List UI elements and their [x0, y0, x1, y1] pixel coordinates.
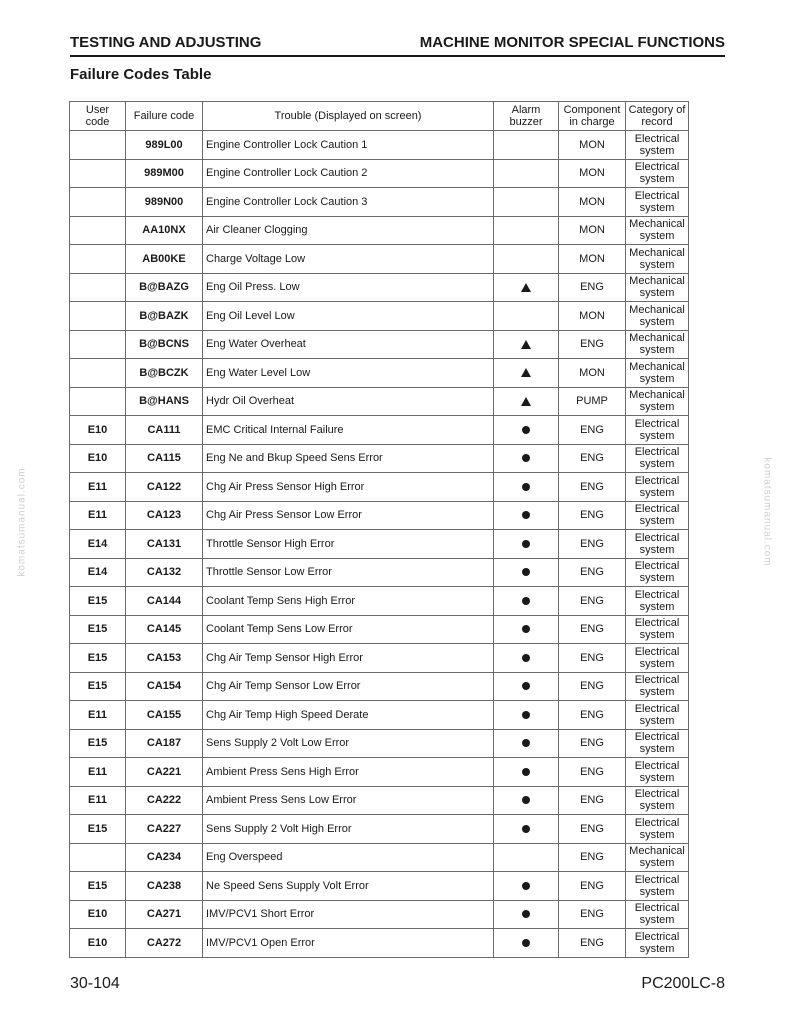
cell-category [626, 530, 689, 559]
category-line: Mechanical [629, 332, 685, 345]
cell-trouble: Eng Ne and Bkup Speed Sens Error [203, 444, 494, 473]
cell-alarm-buzzer [494, 245, 559, 274]
table-row [70, 872, 689, 901]
cell-category [626, 188, 689, 217]
cell-trouble: Throttle Sensor Low Error [203, 558, 494, 587]
cell-failure-code: CA153 [126, 644, 203, 673]
cell-component: ENG [559, 530, 626, 559]
category-line: system [639, 486, 675, 499]
cell-component: ENG [559, 786, 626, 815]
cell-component: MON [559, 216, 626, 245]
cell-category [626, 843, 689, 872]
table-row [70, 159, 689, 188]
cell-category [626, 444, 689, 473]
category-line: Electrical [634, 132, 680, 145]
category-line: Electrical [634, 731, 680, 744]
cell-user-code [70, 302, 126, 331]
cell-failure-code: CA122 [126, 473, 203, 502]
cell-category [626, 131, 689, 160]
cell-alarm-buzzer [494, 644, 559, 673]
category-line: Electrical [634, 645, 680, 658]
watermark-left: komatsumanual.com [16, 467, 28, 577]
filled-circle-icon [522, 454, 530, 462]
category-line: system [639, 629, 675, 642]
cell-alarm-buzzer [494, 359, 559, 388]
category-line: system [639, 714, 675, 727]
cell-component: ENG [559, 872, 626, 901]
cell-failure-code: CA234 [126, 843, 203, 872]
cell-component: MON [559, 302, 626, 331]
cell-failure-code: CA123 [126, 501, 203, 530]
cell-trouble: Air Cleaner Clogging [203, 216, 494, 245]
cell-failure-code: 989M00 [126, 159, 203, 188]
cell-category [626, 473, 689, 502]
cell-component: MON [559, 245, 626, 274]
cell-alarm-buzzer [494, 302, 559, 331]
category-line: Electrical [634, 474, 680, 487]
cell-trouble: Charge Voltage Low [203, 245, 494, 274]
cell-failure-code: B@BCNS [126, 330, 203, 359]
cell-user-code: E11 [70, 758, 126, 787]
category-line: Mechanical [629, 360, 685, 373]
table-row [70, 330, 689, 359]
category-line: Electrical [634, 446, 680, 459]
cell-alarm-buzzer [494, 444, 559, 473]
table-row [70, 644, 689, 673]
category-line: Electrical [634, 617, 680, 630]
section-title: Failure Codes Table [70, 66, 212, 83]
col-header-user-code: User code [70, 102, 126, 131]
category-line: system [639, 771, 675, 784]
cell-user-code: E15 [70, 672, 126, 701]
cell-failure-code: CA144 [126, 587, 203, 616]
cell-category [626, 159, 689, 188]
cell-trouble: IMV/PCV1 Short Error [203, 900, 494, 929]
cell-user-code [70, 359, 126, 388]
table-row [70, 444, 689, 473]
cell-user-code: E15 [70, 729, 126, 758]
cell-trouble: Eng Water Overheat [203, 330, 494, 359]
cell-trouble: EMC Critical Internal Failure [203, 416, 494, 445]
category-line: system [639, 543, 675, 556]
cell-user-code: E11 [70, 473, 126, 502]
category-line: Electrical [634, 788, 680, 801]
cell-alarm-buzzer [494, 843, 559, 872]
table-row [70, 501, 689, 530]
model-name: PC200LC-8 [641, 975, 725, 992]
cell-trouble: Chg Air Temp High Speed Derate [203, 701, 494, 730]
filled-circle-icon [522, 597, 530, 605]
cell-component: ENG [559, 587, 626, 616]
cell-trouble: Chg Air Temp Sensor Low Error [203, 672, 494, 701]
table-row [70, 245, 689, 274]
cell-failure-code: B@BAZG [126, 273, 203, 302]
table-row [70, 843, 689, 872]
cell-alarm-buzzer [494, 216, 559, 245]
category-line: Electrical [634, 560, 680, 573]
col-header-failure-code: Failure code [126, 102, 203, 131]
cell-category [626, 758, 689, 787]
table-row [70, 615, 689, 644]
cell-failure-code: CA227 [126, 815, 203, 844]
table-row [70, 131, 689, 160]
cell-trouble: Hydr Oil Overheat [203, 387, 494, 416]
category-line: system [639, 315, 675, 328]
category-line: Electrical [634, 588, 680, 601]
cell-trouble: Ne Speed Sens Supply Volt Error [203, 872, 494, 901]
cell-category [626, 587, 689, 616]
category-line: Electrical [634, 161, 680, 174]
cell-failure-code: B@BCZK [126, 359, 203, 388]
cell-category [626, 302, 689, 331]
cell-user-code [70, 216, 126, 245]
table-row [70, 786, 689, 815]
table-row [70, 672, 689, 701]
cell-category [626, 615, 689, 644]
cell-trouble: IMV/PCV1 Open Error [203, 929, 494, 958]
cell-trouble: Eng Water Level Low [203, 359, 494, 388]
cell-component: ENG [559, 330, 626, 359]
cell-user-code: E15 [70, 587, 126, 616]
cell-alarm-buzzer [494, 501, 559, 530]
cell-trouble: Throttle Sensor High Error [203, 530, 494, 559]
category-line: system [639, 201, 675, 214]
cell-failure-code: CA238 [126, 872, 203, 901]
cell-failure-code: CA131 [126, 530, 203, 559]
cell-trouble: Ambient Press Sens Low Error [203, 786, 494, 815]
cell-user-code [70, 330, 126, 359]
cell-component: ENG [559, 473, 626, 502]
cell-alarm-buzzer [494, 387, 559, 416]
cell-user-code [70, 843, 126, 872]
category-line: Electrical [634, 930, 680, 943]
cell-category [626, 644, 689, 673]
table-row [70, 758, 689, 787]
cell-component: ENG [559, 416, 626, 445]
cell-user-code [70, 131, 126, 160]
cell-alarm-buzzer [494, 872, 559, 901]
cell-alarm-buzzer [494, 273, 559, 302]
filled-circle-icon [522, 882, 530, 890]
cell-user-code: E15 [70, 815, 126, 844]
category-line: system [639, 743, 675, 756]
cell-failure-code: CA111 [126, 416, 203, 445]
filled-circle-icon [522, 711, 530, 719]
cell-failure-code: CA222 [126, 786, 203, 815]
cell-trouble: Engine Controller Lock Caution 1 [203, 131, 494, 160]
col-header-trouble: Trouble (Displayed on screen) [203, 102, 494, 131]
table-row [70, 929, 689, 958]
cell-component: MON [559, 131, 626, 160]
table-row [70, 587, 689, 616]
cell-category [626, 929, 689, 958]
cell-user-code: E14 [70, 558, 126, 587]
filled-circle-icon [522, 739, 530, 747]
cell-trouble: Eng Oil Level Low [203, 302, 494, 331]
category-line: Electrical [634, 674, 680, 687]
category-line: Electrical [634, 702, 680, 715]
cell-component: ENG [559, 758, 626, 787]
category-line: system [639, 657, 675, 670]
category-line: system [639, 344, 675, 357]
cell-component: ENG [559, 843, 626, 872]
category-line: Electrical [634, 503, 680, 516]
cell-alarm-buzzer [494, 473, 559, 502]
category-line: system [639, 857, 675, 870]
category-line: system [639, 800, 675, 813]
cell-trouble: Chg Air Press Sensor Low Error [203, 501, 494, 530]
filled-circle-icon [522, 654, 530, 662]
cell-alarm-buzzer [494, 615, 559, 644]
filled-circle-icon [522, 768, 530, 776]
cell-component: ENG [559, 701, 626, 730]
table-row [70, 416, 689, 445]
filled-circle-icon [522, 426, 530, 434]
category-line: Electrical [634, 873, 680, 886]
page-number: 30-104 [70, 975, 120, 992]
cell-failure-code: CA272 [126, 929, 203, 958]
cell-category [626, 501, 689, 530]
cell-user-code [70, 245, 126, 274]
table-row [70, 815, 689, 844]
category-line: system [639, 287, 675, 300]
cell-trouble: Engine Controller Lock Caution 3 [203, 188, 494, 217]
filled-circle-icon [522, 568, 530, 576]
category-line: system [639, 942, 675, 955]
cell-category [626, 786, 689, 815]
category-line: Mechanical [629, 303, 685, 316]
table-row [70, 701, 689, 730]
cell-user-code: E10 [70, 929, 126, 958]
cell-user-code: E14 [70, 530, 126, 559]
cell-category [626, 273, 689, 302]
cell-alarm-buzzer [494, 159, 559, 188]
cell-component: ENG [559, 615, 626, 644]
category-line: system [639, 515, 675, 528]
table-row [70, 273, 689, 302]
cell-failure-code: CA154 [126, 672, 203, 701]
cell-failure-code: B@HANS [126, 387, 203, 416]
cell-component: ENG [559, 929, 626, 958]
cell-component: ENG [559, 729, 626, 758]
table-row [70, 900, 689, 929]
cell-trouble: Sens Supply 2 Volt High Error [203, 815, 494, 844]
category-line: system [639, 458, 675, 471]
cell-component: ENG [559, 815, 626, 844]
page-header [70, 33, 725, 57]
category-line: system [639, 372, 675, 385]
table-row [70, 216, 689, 245]
cell-alarm-buzzer [494, 701, 559, 730]
cell-component: ENG [559, 900, 626, 929]
cell-alarm-buzzer [494, 729, 559, 758]
category-line: system [639, 828, 675, 841]
cell-failure-code: CA221 [126, 758, 203, 787]
col-header-alarm-buzzer: Alarm buzzer [494, 102, 559, 131]
table-header-row [70, 102, 689, 131]
table-row [70, 188, 689, 217]
cell-failure-code: CA187 [126, 729, 203, 758]
table-row [70, 729, 689, 758]
cell-alarm-buzzer [494, 131, 559, 160]
cell-alarm-buzzer [494, 786, 559, 815]
header-chapter-title: MACHINE MONITOR SPECIAL FUNCTIONS [419, 34, 725, 51]
cell-component: ENG [559, 672, 626, 701]
cell-category [626, 416, 689, 445]
cell-category [626, 558, 689, 587]
cell-failure-code: B@BAZK [126, 302, 203, 331]
cell-trouble: Chg Air Temp Sensor High Error [203, 644, 494, 673]
cell-alarm-buzzer [494, 758, 559, 787]
filled-circle-icon [522, 825, 530, 833]
category-line: Mechanical [629, 246, 685, 259]
cell-trouble: Eng Oil Press. Low [203, 273, 494, 302]
category-line: system [639, 600, 675, 613]
cell-alarm-buzzer [494, 530, 559, 559]
cell-user-code: E15 [70, 872, 126, 901]
cell-failure-code: CA155 [126, 701, 203, 730]
col-header-component: Component in charge [559, 102, 626, 131]
cell-failure-code: CA115 [126, 444, 203, 473]
cell-user-code [70, 273, 126, 302]
cell-alarm-buzzer [494, 815, 559, 844]
cell-category [626, 216, 689, 245]
category-line: system [639, 144, 675, 157]
cell-component: PUMP [559, 387, 626, 416]
cell-trouble: Coolant Temp Sens High Error [203, 587, 494, 616]
cell-alarm-buzzer [494, 558, 559, 587]
filled-triangle-icon [521, 340, 531, 349]
cell-trouble: Eng Overspeed [203, 843, 494, 872]
cell-user-code: E11 [70, 786, 126, 815]
cell-category [626, 330, 689, 359]
filled-circle-icon [522, 796, 530, 804]
cell-user-code: E10 [70, 444, 126, 473]
cell-user-code [70, 159, 126, 188]
filled-circle-icon [522, 682, 530, 690]
cell-category [626, 359, 689, 388]
category-line: Mechanical [629, 218, 685, 231]
cell-failure-code: CA271 [126, 900, 203, 929]
table-row [70, 387, 689, 416]
cell-user-code: E11 [70, 701, 126, 730]
cell-category [626, 387, 689, 416]
cell-failure-code: CA145 [126, 615, 203, 644]
category-line: system [639, 686, 675, 699]
cell-user-code [70, 387, 126, 416]
table-row [70, 558, 689, 587]
cell-component: ENG [559, 273, 626, 302]
category-line: Mechanical [629, 389, 685, 402]
category-line: system [639, 429, 675, 442]
category-line: system [639, 258, 675, 271]
cell-category [626, 900, 689, 929]
cell-user-code: E15 [70, 644, 126, 673]
table-row [70, 359, 689, 388]
cell-trouble: Ambient Press Sens High Error [203, 758, 494, 787]
cell-trouble: Sens Supply 2 Volt Low Error [203, 729, 494, 758]
cell-component: ENG [559, 558, 626, 587]
cell-category [626, 245, 689, 274]
filled-circle-icon [522, 540, 530, 548]
filled-circle-icon [522, 939, 530, 947]
category-line: Mechanical [629, 845, 685, 858]
filled-triangle-icon [521, 368, 531, 377]
category-line: Electrical [634, 759, 680, 772]
cell-component: MON [559, 188, 626, 217]
cell-alarm-buzzer [494, 587, 559, 616]
cell-category [626, 672, 689, 701]
filled-circle-icon [522, 511, 530, 519]
cell-component: MON [559, 159, 626, 188]
col-header-category: Category of record [626, 102, 689, 131]
cell-alarm-buzzer [494, 929, 559, 958]
table-row [70, 302, 689, 331]
header-section-title: TESTING AND ADJUSTING [70, 34, 262, 51]
cell-user-code [70, 188, 126, 217]
cell-trouble: Engine Controller Lock Caution 2 [203, 159, 494, 188]
filled-triangle-icon [521, 397, 531, 406]
filled-circle-icon [522, 483, 530, 491]
cell-component: ENG [559, 444, 626, 473]
cell-trouble: Chg Air Press Sensor High Error [203, 473, 494, 502]
category-line: Electrical [634, 902, 680, 915]
cell-category [626, 815, 689, 844]
cell-category [626, 701, 689, 730]
cell-user-code: E11 [70, 501, 126, 530]
category-line: system [639, 572, 675, 585]
cell-alarm-buzzer [494, 188, 559, 217]
category-line: system [639, 914, 675, 927]
cell-alarm-buzzer [494, 672, 559, 701]
table-row [70, 530, 689, 559]
category-line: Electrical [634, 531, 680, 544]
category-line: system [639, 173, 675, 186]
cell-user-code: E10 [70, 416, 126, 445]
cell-failure-code: CA132 [126, 558, 203, 587]
cell-category [626, 729, 689, 758]
cell-alarm-buzzer [494, 330, 559, 359]
category-line: system [639, 885, 675, 898]
filled-circle-icon [522, 625, 530, 633]
filled-triangle-icon [521, 283, 531, 292]
category-line: Electrical [634, 816, 680, 829]
cell-failure-code: AB00KE [126, 245, 203, 274]
category-line: Electrical [634, 189, 680, 202]
cell-user-code: E10 [70, 900, 126, 929]
category-line: Electrical [634, 417, 680, 430]
table-row [70, 473, 689, 502]
failure-codes-table [69, 101, 689, 958]
filled-circle-icon [522, 910, 530, 918]
watermark-right: komatsumanual.com [761, 457, 773, 567]
cell-failure-code: 989L00 [126, 131, 203, 160]
cell-failure-code: 989N00 [126, 188, 203, 217]
cell-alarm-buzzer [494, 416, 559, 445]
cell-component: ENG [559, 501, 626, 530]
cell-failure-code: AA10NX [126, 216, 203, 245]
cell-alarm-buzzer [494, 900, 559, 929]
cell-user-code: E15 [70, 615, 126, 644]
category-line: system [639, 230, 675, 243]
category-line: Mechanical [629, 275, 685, 288]
category-line: system [639, 401, 675, 414]
cell-component: ENG [559, 644, 626, 673]
cell-trouble: Coolant Temp Sens Low Error [203, 615, 494, 644]
cell-category [626, 872, 689, 901]
cell-component: MON [559, 359, 626, 388]
